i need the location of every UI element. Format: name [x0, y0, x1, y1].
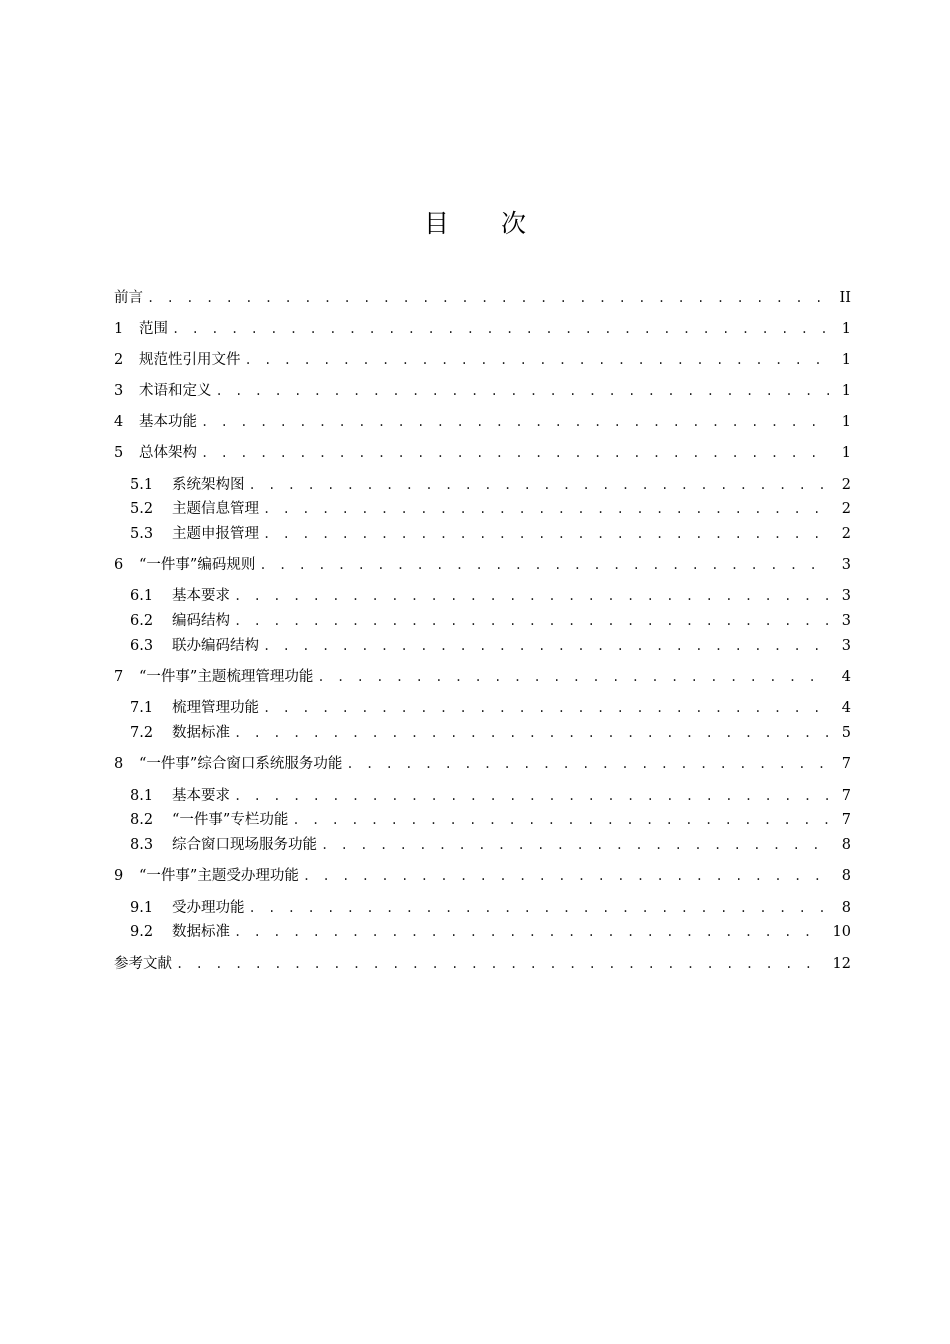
toc-subentry[interactable]: [130, 634, 851, 658]
toc-entry-number: 8: [114, 756, 124, 772]
toc-entry-number: 2: [114, 352, 124, 368]
toc-entry-page: 3: [841, 613, 851, 629]
toc-dot-leader: [245, 348, 830, 372]
toc-entry-number: 8.1: [130, 788, 154, 804]
toc-entry-page: 8: [841, 837, 851, 853]
toc-entry[interactable]: [114, 441, 851, 465]
toc-dot-leader: [216, 379, 830, 403]
toc-entry-page: 7: [841, 812, 851, 828]
toc-entry-label: “一件事”编码规则: [139, 557, 256, 573]
toc-entry-number: 5: [114, 445, 124, 461]
toc-entry-label: 规范性引用文件: [139, 352, 241, 368]
toc-entry-page: 7: [841, 788, 851, 804]
toc-entry-number: 4: [114, 414, 124, 430]
toc-entry-label: “一件事”主题梳理管理功能: [139, 669, 314, 685]
toc-dot-leader: [176, 952, 825, 976]
toc-subentry[interactable]: [130, 920, 851, 944]
toc-entry-label: 综合窗口现场服务功能: [172, 837, 317, 853]
toc-entry[interactable]: [114, 317, 851, 341]
toc-entry[interactable]: [114, 752, 851, 776]
toc-subentry[interactable]: [130, 473, 851, 497]
toc-entry[interactable]: [114, 952, 851, 976]
toc-entry-page: 2: [841, 477, 851, 493]
toc-entry-label: 基本功能: [139, 414, 197, 430]
toc-entry-label: 范围: [139, 321, 168, 337]
toc-entry-number: 8.2: [130, 812, 154, 828]
toc-dot-leader: [234, 784, 829, 808]
toc-entry-page: II: [839, 290, 851, 306]
toc-entry-page: 1: [841, 414, 851, 430]
toc-entry-number: 6.1: [130, 588, 154, 604]
toc-entry-page: 2: [841, 526, 851, 542]
toc-entry-label: 术语和定义: [139, 383, 212, 399]
toc-entry-label: 数据标准: [172, 725, 230, 741]
toc-entry-number: 5.1: [130, 477, 154, 493]
toc-dot-leader: [292, 808, 829, 832]
toc-entry-page: 1: [841, 383, 851, 399]
toc-entry-label: 基本要求: [172, 588, 230, 604]
toc-entry-page: 3: [841, 588, 851, 604]
toc-entry-label: “一件事”主题受办理功能: [139, 868, 299, 884]
toc-subentry[interactable]: [130, 833, 851, 857]
toc-entry[interactable]: [114, 864, 851, 888]
toc-entry-label: “一件事”综合窗口系统服务功能: [139, 756, 343, 772]
toc-entry[interactable]: [114, 410, 851, 434]
toc-entry-label: 主题信息管理: [172, 501, 259, 517]
toc-entry-number: 6.3: [130, 638, 154, 654]
toc-entry-label: 联办编码结构: [172, 638, 259, 654]
toc-subentry[interactable]: [130, 784, 851, 808]
toc-entry-label: 前言: [114, 290, 143, 306]
toc-entry-page: 4: [841, 669, 851, 685]
toc-entry-number: 9.2: [130, 924, 154, 940]
toc-entry-label: “一件事”专栏功能: [172, 812, 289, 828]
toc-dot-leader: [172, 317, 829, 341]
toc-subentry[interactable]: [130, 696, 851, 720]
toc-dot-leader: [317, 665, 829, 689]
toc-entry-page: 2: [841, 501, 851, 517]
toc-entry-number: 6.2: [130, 613, 154, 629]
toc-entry-page: 10: [832, 924, 851, 940]
toc-entry-number: 5.3: [130, 526, 154, 542]
toc-entry-label: 编码结构: [172, 613, 230, 629]
toc-subentry[interactable]: [130, 721, 851, 745]
toc-subentry[interactable]: [130, 609, 851, 633]
toc-entry-page: 8: [841, 868, 851, 884]
toc-dot-leader: [234, 721, 829, 745]
toc-dot-leader: [321, 833, 829, 857]
toc-subentry[interactable]: [130, 808, 851, 832]
toc-entry[interactable]: [114, 286, 851, 310]
toc-dot-leader: [201, 441, 829, 465]
toc-entry-number: 6: [114, 557, 124, 573]
toc-entry-label: 数据标准: [172, 924, 230, 940]
toc-subentry[interactable]: [130, 896, 851, 920]
toc-entry-number: 7: [114, 669, 124, 685]
toc-dot-leader: [249, 896, 830, 920]
toc-entry-number: 5.2: [130, 501, 154, 517]
toc-entry[interactable]: [114, 348, 851, 372]
toc-dot-leader: [234, 920, 825, 944]
toc-entry-page: 3: [841, 638, 851, 654]
toc-dot-leader: [263, 522, 829, 546]
toc-entry-page: 3: [841, 557, 851, 573]
toc-entry-number: 9.1: [130, 900, 154, 916]
toc-dot-leader: [249, 473, 830, 497]
toc-dot-leader: [234, 609, 829, 633]
toc-entry-page: 8: [841, 900, 851, 916]
toc-entry-page: 1: [841, 321, 851, 337]
toc-dot-leader: [234, 584, 829, 608]
toc-entry-number: 7.2: [130, 725, 154, 741]
toc-entry-label: 参考文献: [114, 956, 172, 972]
toc-entry-label: 受办理功能: [172, 900, 245, 916]
toc-dot-leader: [263, 634, 829, 658]
toc-entry[interactable]: [114, 379, 851, 403]
toc-entry-number: 3: [114, 383, 124, 399]
toc-dot-leader: [346, 752, 829, 776]
toc-entry-label: 梳理管理功能: [172, 700, 259, 716]
toc-entry-number: 9: [114, 868, 124, 884]
page-title: 目 次: [424, 209, 548, 238]
toc-entry[interactable]: [114, 665, 851, 689]
toc-dot-leader: [263, 696, 829, 720]
toc-entry-number: 1: [114, 321, 124, 337]
toc-entry-number: 7.1: [130, 700, 154, 716]
toc-dot-leader: [259, 553, 829, 577]
toc-dot-leader: [201, 410, 829, 434]
toc-entry-page: 5: [841, 725, 851, 741]
toc-dot-leader: [263, 497, 829, 521]
toc-entry-label: 基本要求: [172, 788, 230, 804]
toc-entry-page: 1: [841, 445, 851, 461]
toc-entry-page: 12: [832, 956, 851, 972]
toc-subentry[interactable]: [130, 522, 851, 546]
toc-entry-label: 总体架构: [139, 445, 197, 461]
toc-dot-leader: [147, 286, 829, 310]
toc-entry-label: 系统架构图: [172, 477, 245, 493]
toc-dot-leader: [303, 864, 829, 888]
toc-entry[interactable]: [114, 553, 851, 577]
toc-entry-page: 4: [841, 700, 851, 716]
toc-entry-page: 1: [841, 352, 851, 368]
toc-subentry[interactable]: [130, 497, 851, 521]
toc-entry-page: 7: [841, 756, 851, 772]
toc-subentry[interactable]: [130, 584, 851, 608]
toc-entry-number: 8.3: [130, 837, 154, 853]
toc-entry-label: 主题申报管理: [172, 526, 259, 542]
